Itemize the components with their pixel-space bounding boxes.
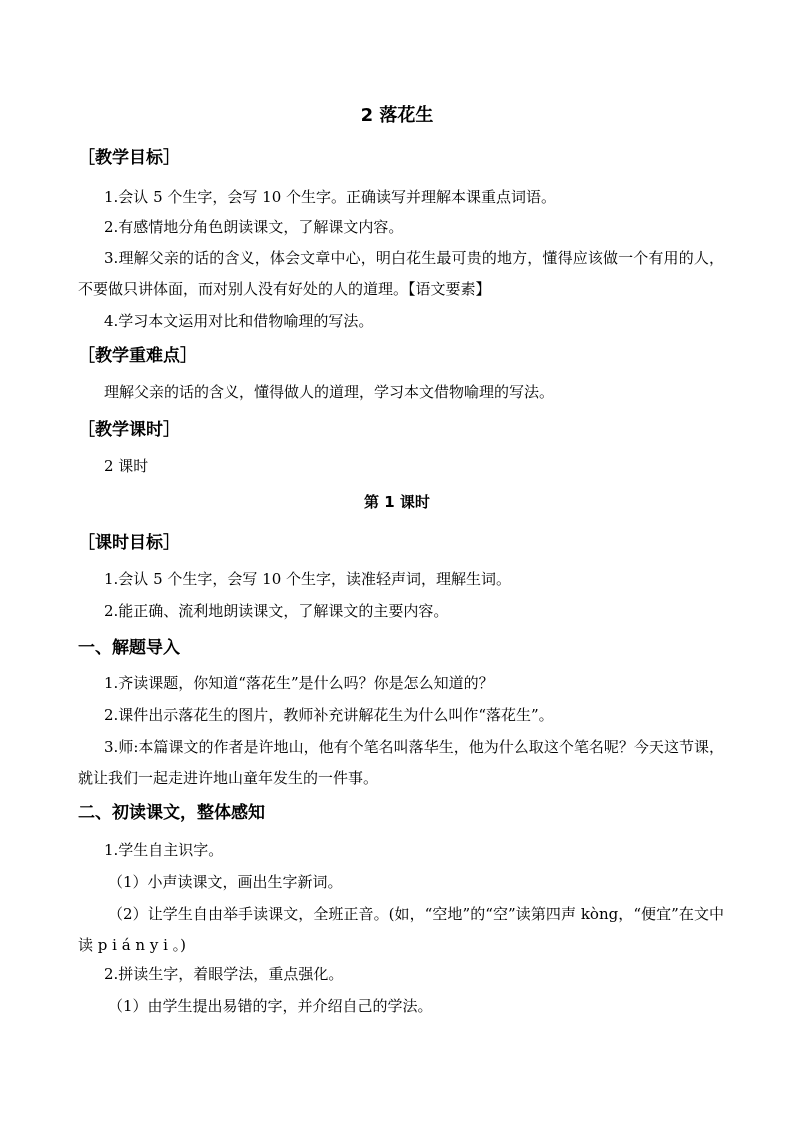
teaching-goal-item-4: 4.学习本文运用对比和借物喻理的写法。 xyxy=(104,312,374,330)
key-difficulties-heading: ［教学重难点］ xyxy=(78,346,197,366)
teaching-goal-item-1: 1.会认 5 个生字，会写 10 个生字。正确读写并理解本课重点词语。 xyxy=(104,188,557,206)
teaching-goals-heading: ［教学目标］ xyxy=(78,148,180,168)
key-difficulties-text: 理解父亲的话的含义，懂得做人的道理，学习本文借物喻理的写法。 xyxy=(104,383,555,401)
part1-item-2: 2.课件出示落花生的图片，教师补充讲解花生为什么叫作“落花生”。 xyxy=(104,706,554,724)
lesson-goals-heading: ［课时目标］ xyxy=(78,533,180,553)
part1-item-1: 1.齐读课题，你知道“落花生”是什么吗？你是怎么知道的？ xyxy=(104,674,494,692)
part2-item-1: 1.学生自主识字。 xyxy=(104,841,224,859)
lesson-goal-item-1: 1.会认 5 个生字，会写 10 个生字，读准轻声词，理解生词。 xyxy=(104,570,512,588)
teaching-goal-item-3: 3.理解父亲的话的含义，体会文章中心，明白花生最可贵的地方，懂得应该做一个有用的人，不要做只讲体面，而对别人没有好处的人的道理。【语文要素】 xyxy=(78,249,724,298)
lesson-goal-item-2: 2.能正确、流利地朗读课文，了解课文的主要内容。 xyxy=(104,602,449,620)
class-hours-text: 2 课时 xyxy=(104,457,149,475)
teaching-goal-item-2: 2.有感情地分角色朗读课文，了解课文内容。 xyxy=(104,218,404,236)
part2-heading: 二、初读课文，整体感知 xyxy=(78,803,265,823)
part1-heading: 一、解题导入 xyxy=(78,638,180,658)
part2-item-2: （1）小声读课文，画出生字新词。 xyxy=(108,873,343,891)
part1-item-3: 3.师:本篇课文的作者是许地山，他有个笔名叫落华生，他为什么取这个笔名呢？今天这节课，就让我们一起走进许地山童年发生的一件事。 xyxy=(78,738,724,787)
lesson1-title: 第 1 课时 xyxy=(364,493,430,511)
part2-item-5: （1）由学生提出易错的字，并介绍自己的学法。 xyxy=(108,997,433,1015)
class-hours-heading: ［教学课时］ xyxy=(78,420,180,440)
part2-item-4: 2.拼读生字，着眼学法，重点强化。 xyxy=(104,965,344,983)
part2-item-3: （2）让学生自由举手读课文，全班正音。(如，“空地”的“空”读第四声 kòng，“便宜”在文中读 p i á n y i 。) xyxy=(78,905,724,954)
lesson-title: 2 落花生 xyxy=(360,105,434,126)
